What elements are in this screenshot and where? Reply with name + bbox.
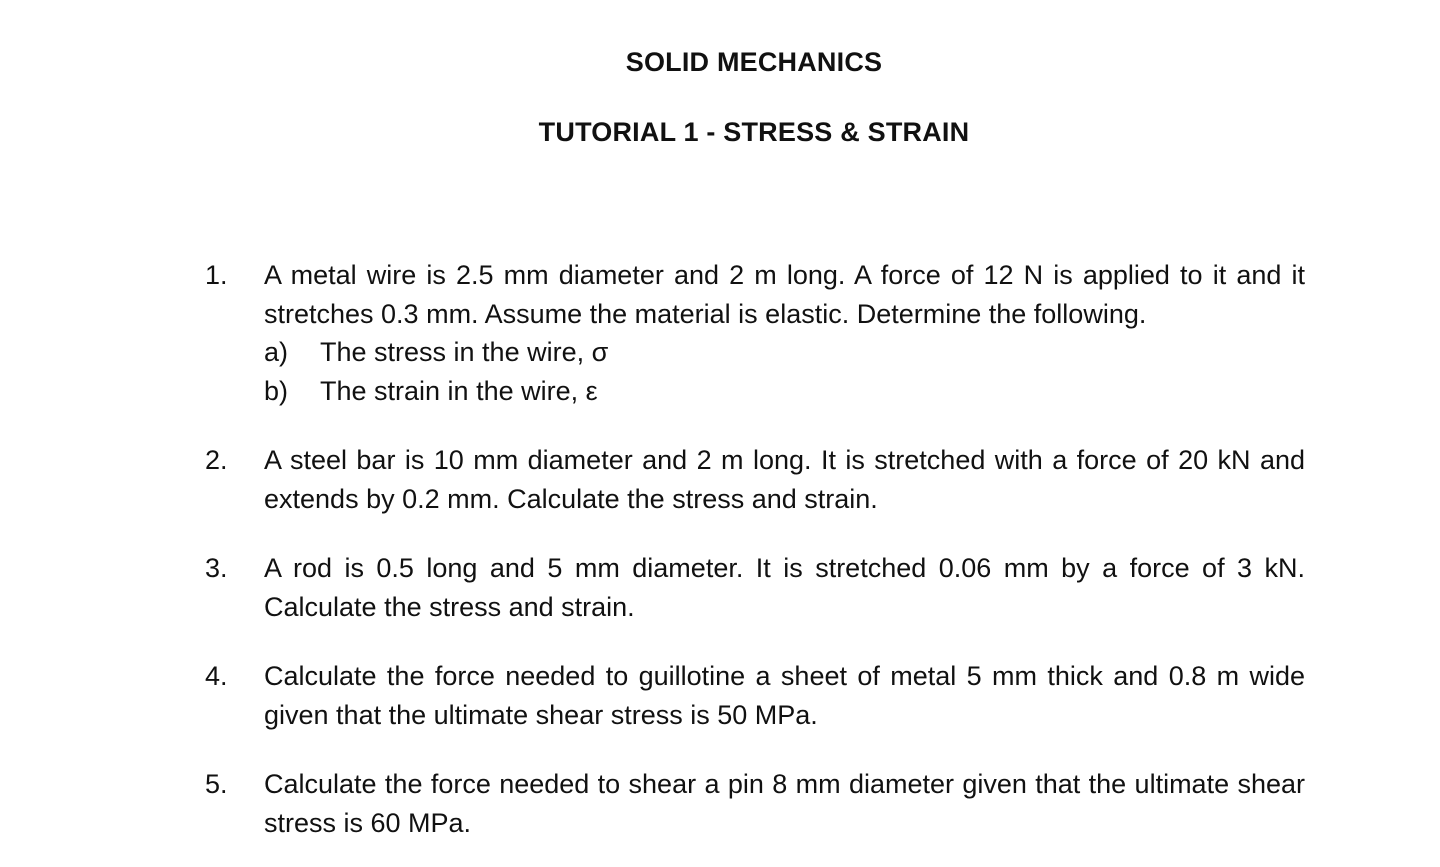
question-5	[205, 765, 1305, 842]
subitem-text: The stress in the wire, σ	[320, 337, 609, 367]
subitem-b	[264, 372, 1305, 411]
question-number: 5.	[205, 769, 228, 799]
question-number: 4.	[205, 661, 228, 691]
question-4	[205, 657, 1305, 734]
subitem-label: b)	[264, 375, 289, 406]
question-1-subitems	[264, 333, 1305, 410]
question-3	[205, 549, 1305, 626]
document-title: SOLID MECHANICS	[625, 47, 883, 77]
subitem-a	[264, 333, 1305, 372]
subitem-text: The strain in the wire, ε	[320, 375, 598, 406]
question-text: A metal wire is 2.5 mm diameter and 2 m long. A force of 12 N is applied to it and it stretches 0.3 mm. Assume the material is elastic. Determine the following.	[264, 260, 1305, 329]
question-number: 3.	[205, 553, 228, 583]
question-number: 1.	[205, 260, 228, 290]
question-text: Calculate the force needed to guillotine a sheet of metal 5 mm thick and 0.8 m wide given that the ultimate shear stress is 50 MPa.	[264, 661, 1305, 730]
question-list	[205, 256, 1305, 842]
document-subtitle: TUTORIAL 1 - STRESS & STRAIN	[538, 117, 970, 147]
question-2	[205, 441, 1305, 518]
question-text: A steel bar is 10 mm diameter and 2 m long. It is stretched with a force of 20 kN and extends by 0.2 mm. Calculate the stress and strain.	[264, 445, 1305, 514]
subitem-label: a)	[264, 337, 289, 367]
question-text: A rod is 0.5 long and 5 mm diameter. It is stretched 0.06 mm by a force of 3 kN. Calculate the stress and strain.	[264, 553, 1305, 622]
question-1	[205, 256, 1305, 410]
question-text: Calculate the force needed to shear a pin 8 mm diameter given that the ultimate shear stress is 60 MPa.	[264, 769, 1305, 838]
question-number: 2.	[205, 445, 228, 475]
